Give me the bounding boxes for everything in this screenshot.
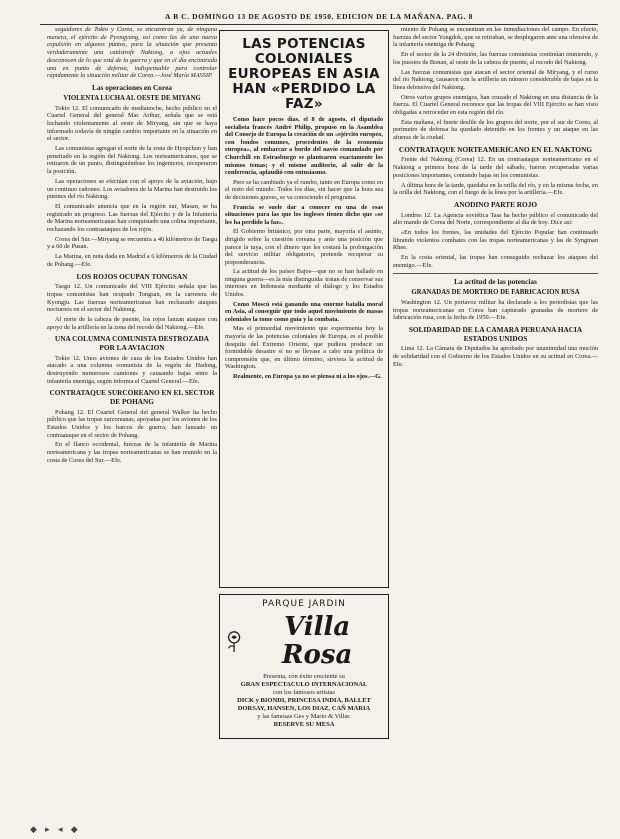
ad-venue: PARQUE JARDIN (262, 599, 346, 609)
paragraph: Al norte de la cabeza de puente, los rojos lanzan ataques con apoyo de la artillería en la zona del recodo del Naktong.—Efe. (47, 315, 217, 331)
ad-line: Presenta, con éxito creciente su (263, 672, 345, 680)
scan-mark-icon: ◆ ▸ ◂ ◆ (30, 824, 81, 834)
headline-counterattack: CONTRATAQUE NORTEAMERICANO EN EL NAKTONG (398, 144, 593, 154)
paragraph: Realmente, en Europa ya no se piensa ni a los ojos.—G. (233, 373, 382, 380)
subhead-grenades: GRANADAS DE MORTERO DE FABRICACION RUSA (411, 289, 580, 297)
paragraph: Lima 12. La Cámara de Diputados ha aprobado por unanimidad una moción de solidaridad con el Gobierno de los Estados Unidos en su actitud en Corea.—Efe. (393, 345, 598, 368)
paragraph: Frente del Naktong (Corea) 12. En un contraataque norteamericano en el Naktong a primera hora de la tarde del sábado, fueron recuperadas varias posiciones importantes, contando bajas en los comunistas. (393, 156, 598, 179)
paragraph: Otros varios grupos enemigos, han cruzado el Naktong en una distancia de la fuerza. El Cuartel General reconoce que las tropas del VIII Ejército se han visto obligadas a retroceder en esta región del río. (393, 93, 598, 117)
paragraph: El comunicado anuncia que en la región sur, Masan, se ha registrado un progreso. Las fuerzas del Ejército y de la Infantería de Marina norteamericanas han conquistado una colina importante, rechazando los contraataques de los rojos. (47, 202, 217, 234)
headline-powers: La actitud de las potencias (454, 277, 537, 287)
paragraph: Esta mañana, el fuerte desfile de los grupos del norte, por el sur de Corea, al perímetro de defensa ha quedado detenido en los frentes y un ataque en las afueras de la ciudad. (393, 118, 598, 142)
paragraph: Las operaciones se efectúan con el apoyo de la aviación, bajo un continuo cañoneo. Los aviadores de la Marina han destruido los puentes del río Naktong. (47, 177, 217, 201)
paragraph: La Marina, en nota dada en Madrid a 6 kilómetros de la Ciudad de Pohang.—Efe. (47, 253, 217, 268)
advertisement-villa-rosa (219, 594, 389, 739)
middle-column (219, 26, 389, 739)
headline-column-destroyed: UNA COLUMNA COMUNISTA DESTROZADA POR LA AVIACION (54, 334, 210, 352)
ad-line: GRAN ESPECTACULO INTERNACIONAL (240, 680, 368, 688)
intro-paragraph: seguidores de Tokio y Corea, se encuentran ya, de ninguna manera, el ejército de Pyongyang, así como las de una nueva expulsión en algunos puntos, para la situación que presenta verdaderamente una catástrofe Naktong, a ojos actuales desconocen de lo que está de la guerra y que en el día encontrada una en punto de defensa, indispensable para controlar rápidamente la situación militar de Corea.—José María MASSIP. (47, 26, 217, 80)
headline-tongsan: LOS ROJOS OCUPAN TONGSAN (76, 271, 188, 281)
paragraph: Las fuerzas comunistas que atacan el sector oriental de Miryang, y el curso del río Naktong, causaron con la artillería un número considerable de bajas en la línea defensiva del Naktong. (393, 68, 598, 91)
paragraph: Londres 12. La Agencia soviética Tass ha hecho público el comunicado del alto mando de Corea del Norte, correspondiente al día de hoy. Dice así: (393, 211, 598, 227)
paragraph: Francia se suele dar a conocer en una de esas situaciones para las que los ingleses tienen dicho que «se les ha perdido la faz». (225, 203, 383, 226)
paragraph: «En todos los frentes, las unidades del Ejército Popular han continuado librando violentos combates con las tropas norteamericanas y las de Syngman Rhee. (393, 228, 598, 252)
paragraph: Como Moscú está ganando una enorme batalla moral en Asia, al conseguir que todo aquel movimiento de masas coloniales la tome como guía y la combata. (225, 300, 383, 323)
paragraph: Pero se ha cambiado ya el rumbo, tanto en Europa como en el resto del mundo. Todos los días, sin hacer que la hora sea de decisiones graves, se va conociendo el programa. (225, 178, 383, 201)
paragraph: A última hora de la tarde, quedaba en la orilla del río, y en la misma fecha, en la orilla del Naktong, con el fuego de la línea por la artillería.—Efe. (393, 181, 598, 197)
paragraph: Las comunistas agregan el norte de la zona de Hyopchon y han penetrado en la región del Naktong. Los norteamericanos, que se retiraron de un punto, distinguiéndose los ingenieros, recuperaron la posición. (47, 145, 217, 176)
paragraph: En la costa oriental, las tropas han conseguido rechazar los ataques del enemigo.—Efe. (393, 254, 598, 269)
paragraph: En el sector de la 24 división, las fuerzas comunistas continúan reuniendo, y los puestos de Bonan, al oeste de la cabeza de puente, al recodo del Naktong. (393, 51, 598, 66)
ad-brand: Villa Rosa (281, 611, 353, 670)
ad-line: con los famosos artistas (273, 688, 335, 696)
page-header: A B C. DOMINGO 13 DE AGOSTO DE 1950. EDICION DE LA MAÑANA. PAG. 8 (40, 10, 598, 25)
paragraph: miento de Pohang se encuentran en las inmediaciones del campo. En efecto, fuerzas del sector Yongdok, que se retiraban, se desplegaron ante una ofensiva de la infantería enemiga de Pohang. (393, 26, 598, 49)
rose-icon (224, 628, 244, 654)
editorial-title: LAS POTENCIAS COLONIALES EUROPEAS EN ASIA HAN «PERDIDO LA FAZ» (228, 36, 380, 112)
paragraph: Washington 12. Un portavoz militar ha declarado a los periodistas que las tropas norteamericanas en Corea han capturado granadas de mortero de fabricación rusa, con la fecha de 1950.—Efe. (393, 299, 598, 322)
paragraph: Tokio 12. El comunicado de medianoche, hecho público en el Cuartel General del general Mac Arthur, señala que se está luchando violentamente al oeste de Miryang, sin que se haya informado todavía de ningún cambio importante en la situación en el sector. (47, 104, 217, 143)
right-column (393, 26, 598, 370)
paragraph: En el flanco occidental, fuerzas de la infantería de Marina norteamericana y las tropas norteamericanas se han reunido en la costa de Corea del Sur.—Efe. (47, 441, 217, 464)
headline-operations: Las operaciones en Corea (92, 82, 172, 92)
headline-peru: SOLIDARIDAD DE LA CAMARA PERUANA HACIA ESTADOS UNIDOS (408, 325, 583, 343)
paragraph: La actitud de los países Bajos—que no se han hallado en ninguna guerra—es la más distinguida: tratan de conservar sus intereses en Indonesia mediante el diálogo y los Estados Unidos. (225, 268, 383, 299)
divider (393, 273, 598, 274)
subhead-miryang: VIOLENTA LUCHA AL OESTE DE MIYANG (63, 94, 201, 102)
left-column (47, 26, 217, 467)
headline-pohang: CONTRATAQUE SURCOREANO EN EL SECTOR DE POHANG (49, 388, 215, 406)
editorial-box (219, 30, 389, 588)
paragraph: Como hace pocos días, el 8 de agosto, el diputado socialista francés André Philip, propuso en la Asamblea del Consejo de Europa la creación de un «ejército europeo, con fondos comunes, procedentes de la economía europea», al embarcar a bordo del navío comandado por Churchill en Estrasburgo se plantearon exactamente los mismos temas; y el mismo auditorio, al salir de la conferencia, aplaudió con entusiasmo. (225, 116, 383, 177)
headline-red-report: ANODINO PARTE ROJO (453, 199, 538, 209)
ad-logo-row (224, 613, 384, 669)
paragraph: El Gobierno británico, por otra parte, mayoría el asunto, dirigido sobre la cuestión coreana y ante una posición que parece la tuya, con el dinero que les costará la prolongación del servicio militar obligatorio, pretende recuperar su preponderancia. (225, 228, 383, 266)
paragraph: Pohang 12. El Cuartel General del general Walker ha hecho público que las tropas surcoreanas, apoyadas por los aviones de los Estados Unidos y los barcos de guerra, han lanzado un contraataque en el sector de Pohang. (47, 408, 217, 439)
ad-line: RESERVE SU MESA (273, 720, 335, 728)
paragraph: Tokio 12. Unos aviones de caza de los Estados Unidos han atacado a una columna comunista de la región de Hadong, destruyendo numerosos camiones y causando bajas entre la infantería enemiga, según informa el Cuartel General.—Efe. (47, 354, 217, 385)
paragraph: Taegu 12. Un comunicado del VIII Ejército señala que las tropas comunistas han ocupado Tongsan, en la carretera de Kyongju. Las fuerzas norteamericanas han rechazado ataques nocturnos en el sector del Naktong. (47, 283, 217, 314)
ad-line: y las famosas Ges y Mario & Villar. (257, 712, 351, 720)
ad-line: DICK y BIONDI, PRINCESA INDIA, BALLET DORSAY, HANSEN, LOS DIAZ, CAÑ MARIA (237, 696, 371, 712)
paragraph: Corea del Sur.—Miryang se encuentra a 40 kilómetros de Taegu y a 60 de Pusan. (47, 235, 217, 251)
scan-edge-marks (30, 824, 590, 834)
paragraph: Mas el primordial movimiento que experimenta hoy la mayoría de las potencias coloniales de Europa, es el posible desquite del Extremo Oriente, que pudiera producir un formidable desastre si no se llevase a cabo una política de comprensión que, en último término, sirviera la actitud de Washington. (225, 325, 383, 371)
